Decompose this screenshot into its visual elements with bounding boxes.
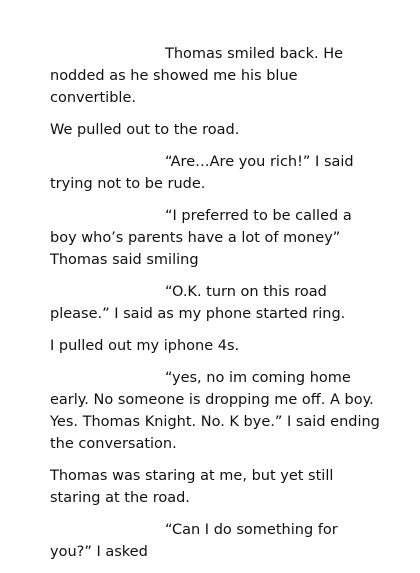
paragraph-2: We pulled out to the road. [50, 122, 240, 138]
document-body [50, 43, 380, 573]
paragraph-9: “Can I do something for you?” I asked [50, 522, 338, 560]
paragraph-6: I pulled out my iphone 4s. [50, 338, 240, 354]
paragraph-5: “O.K. turn on this road please.” I said as my phone started ring. [50, 284, 346, 322]
paragraph-3: “Are…Are you rich!” I said trying not to be rude. [50, 154, 354, 192]
paragraph-8: Thomas was staring at me, but yet still staring at the road. [50, 468, 334, 506]
paragraph-7: “yes, no im coming home early. No someone is dropping me off. A boy. Yes. Thomas Knight. No. K bye.” I said ending the conversation. [50, 370, 380, 452]
paragraph-1: Thomas smiled back. He nodded as he showed me his blue convertible. [50, 46, 344, 106]
paragraph-4: “I preferred to be called a boy who’s parents have a lot of money” Thomas said smiling [50, 208, 352, 268]
